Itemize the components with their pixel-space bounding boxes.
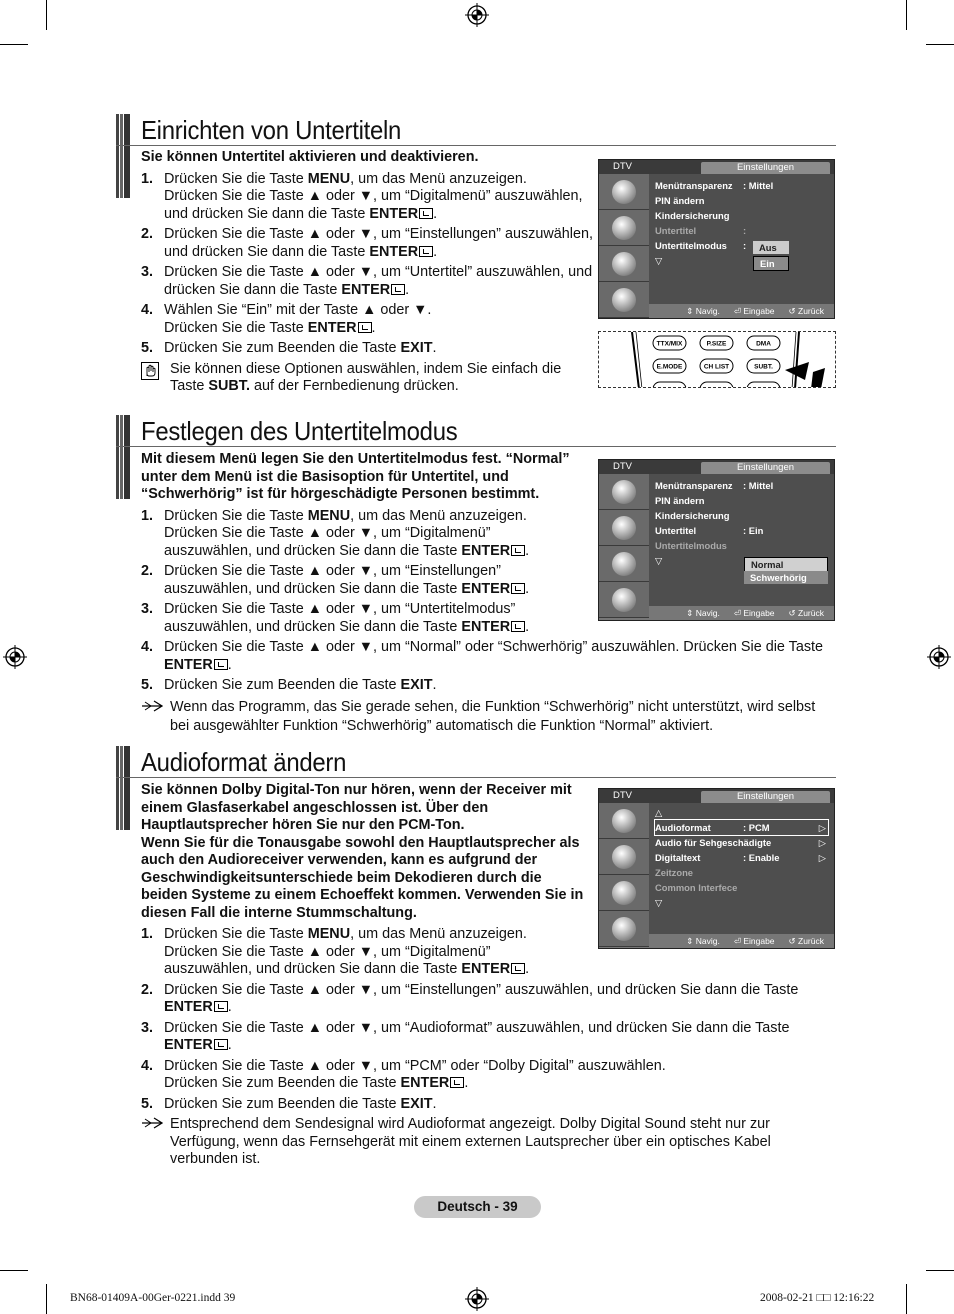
tv-menu-list xyxy=(649,474,834,606)
step-4 xyxy=(141,302,596,337)
tv-back-hint: ↺ Zurück xyxy=(788,306,824,316)
tv-menu-item[interactable]: Untertitel : xyxy=(655,225,747,236)
enter-icon xyxy=(419,208,433,219)
step-text: Drücken Sie die Taste ▲ oder ▼, um “Untertitelmodus” auszuwählen, und drücken Sie dann die Taste xyxy=(164,601,516,635)
section-title: Audioformat ändern xyxy=(141,747,347,777)
step-2 xyxy=(141,563,571,598)
tv-menu-item[interactable]: Untertitelmodus xyxy=(655,540,727,551)
tv-right-arrow-icon: ▷ xyxy=(818,822,826,833)
step-number: 3. xyxy=(141,264,154,280)
step-text: Drücken Sie die Taste xyxy=(164,319,308,336)
key-enter: ENTER xyxy=(369,243,419,260)
step-number: 3. xyxy=(141,601,154,617)
tv-option-aus[interactable]: Aus xyxy=(753,241,789,254)
step-2 xyxy=(141,226,596,261)
tv-option-ein[interactable]: Ein xyxy=(753,256,789,271)
step-number: 1. xyxy=(141,170,154,187)
enter-icon xyxy=(511,583,525,594)
section-header xyxy=(116,413,836,447)
step-text: Drücken Sie die Taste ▲ oder ▼, um “Audioformat” auszuwählen, und drücken Sie dann die Taste xyxy=(164,1019,790,1036)
key-exit: EXIT xyxy=(400,340,433,356)
step-1 xyxy=(141,171,596,224)
note xyxy=(141,1116,801,1169)
tv-menu-item[interactable]: Common Interfece xyxy=(655,882,738,893)
note xyxy=(141,361,596,396)
tv-menu-item[interactable]: Untertitel : Ein xyxy=(655,525,764,536)
tv-right-arrow-icon: ▷ xyxy=(818,837,826,848)
key-subt: SUBT. xyxy=(208,378,250,394)
note-text: Entsprechend dem Sendesignal wird Audioformat angezeigt. Dolby Digital Sound steht nur zur Verfügung, wenn das Fernsehgerät mit einem externen Lautsprecher über ein optisches Kabel verbunden ist. xyxy=(170,1116,771,1167)
key-enter: ENTER xyxy=(369,205,419,222)
tv-body xyxy=(599,803,834,934)
step-text: . xyxy=(525,961,530,977)
section-intro: Mit diesem Menü legen Sie den Untertitelmodus fest. “Normal” unter dem Menü ist die Basisoption für Untertitel, und “Schwerhörig” ist für hörgeschädigte Personen bestimmt. xyxy=(141,451,570,502)
enter-icon xyxy=(214,1039,228,1050)
key-enter: ENTER xyxy=(461,961,511,977)
crop-mark xyxy=(926,44,954,45)
step-number: 2. xyxy=(141,226,154,242)
tv-menu-untertitelmodus xyxy=(598,459,835,621)
enter-icon xyxy=(419,246,433,257)
key-enter: ENTER xyxy=(461,618,511,635)
step-text: Drücken Sie zum Beenden die Taste xyxy=(164,1095,401,1112)
step-text: . xyxy=(227,999,232,1015)
step-text: Drücken Sie die Taste ▲ oder ▼, um “Einstellungen” auszuwählen, und drücken Sie dann die Taste xyxy=(164,981,799,998)
step-text: , um das Menü anzuzeigen. xyxy=(350,507,527,524)
step-text: , um das Menü anzuzeigen. xyxy=(350,926,527,942)
tv-nav-hint: ⇕ Navig. xyxy=(686,608,720,618)
section-title: Festlegen des Untertitelmodus xyxy=(141,416,458,446)
arrow-note-icon xyxy=(141,1117,163,1135)
step-text: . xyxy=(464,1075,469,1091)
key-menu: MENU xyxy=(307,926,351,942)
channel-icon xyxy=(599,803,649,839)
step-text: Drücken Sie die Taste xyxy=(164,170,308,187)
tv-enter-hint: ⏎ Eingabe xyxy=(733,936,775,946)
input-icon xyxy=(599,911,649,947)
step-1 xyxy=(141,508,571,561)
step-text: Drücken Sie die Taste ▲ oder ▼, um “Digitalmenü” auszuwählen, und drücken Sie dann die Taste xyxy=(164,943,491,977)
picture-icon xyxy=(599,210,649,246)
crop-mark xyxy=(46,0,47,30)
settings-icon xyxy=(599,546,649,582)
tv-down-arrow-icon: ▽ xyxy=(655,555,663,566)
tv-nav-hint: ⇕ Navig. xyxy=(686,306,720,316)
step-text: Drücken Sie die Taste ▲ oder ▼, um “Einstellungen” auszuwählen, und drücken Sie dann die Taste xyxy=(164,563,501,597)
page-number-badge: Deutsch - 39 xyxy=(414,1196,541,1218)
channel-icon xyxy=(599,174,649,210)
enter-icon xyxy=(511,621,525,632)
registration-mark-icon xyxy=(3,645,27,669)
footer-filename: BN68-01409A-00Ger-0221.indd 39 xyxy=(70,1292,236,1304)
tv-option-normal[interactable]: Normal xyxy=(744,557,828,572)
section-title: Einrichten von Untertiteln xyxy=(141,115,402,145)
step-2 xyxy=(141,982,831,1017)
crop-mark xyxy=(46,1284,47,1314)
note-text: auf der Fernbedienung drücken. xyxy=(249,378,459,394)
step-3 xyxy=(141,264,596,299)
steps-list xyxy=(141,171,596,358)
tv-menu-item[interactable]: PIN ändern xyxy=(655,495,705,506)
tv-menu-list xyxy=(649,803,834,934)
remote-control-excerpt xyxy=(598,331,836,388)
tv-enter-hint: ⏎ Eingabe xyxy=(733,306,775,316)
tv-menu-audioformat xyxy=(598,788,835,949)
step-number: 5. xyxy=(141,677,154,693)
step-text: , um das Menü anzuzeigen. xyxy=(350,170,527,187)
step-text: Drücken Sie zum Beenden die Taste xyxy=(164,677,401,693)
tv-title: Einstellungen xyxy=(701,791,830,803)
input-icon xyxy=(599,582,649,618)
step-text: Drücken Sie die Taste ▲ oder ▼, um “Untertitel” auszuwählen, und drücken Sie dann die Taste xyxy=(164,264,593,298)
step-text: . xyxy=(433,205,438,222)
step-number: 5. xyxy=(141,1095,154,1112)
registration-mark-icon xyxy=(927,645,951,669)
tv-title: Einstellungen xyxy=(701,462,830,474)
section-header xyxy=(116,112,836,146)
tv-menu-item-audioformat[interactable]: Audioformat : PCM ▷ xyxy=(655,822,826,833)
tv-title: Einstellungen xyxy=(701,162,830,174)
tv-option-schwerhoerig[interactable]: Schwerhörig xyxy=(744,571,828,584)
step-text: Wählen Sie “Ein” mit der Taste ▲ oder ▼. xyxy=(164,302,432,318)
picture-icon xyxy=(599,839,649,875)
step-number: 2. xyxy=(141,981,154,998)
step-text: . xyxy=(525,580,530,597)
tv-body xyxy=(599,474,834,606)
section-intro: Sie können Untertitel aktivieren und deaktivieren. xyxy=(141,149,479,165)
tv-dtv-label: DTV xyxy=(613,161,632,172)
step-3 xyxy=(141,1020,831,1055)
tv-nav-hint: ⇕ Navig. xyxy=(686,936,720,946)
tv-menu-item[interactable]: Digitaltext : Enable ▷ xyxy=(655,852,826,863)
step-text: . xyxy=(405,281,410,298)
picture-icon xyxy=(599,510,649,546)
step-text: . xyxy=(371,319,376,336)
key-enter: ENTER xyxy=(341,281,391,298)
key-exit: EXIT xyxy=(400,1095,433,1112)
key-enter: ENTER xyxy=(461,542,511,559)
step-text: Drücken Sie die Taste xyxy=(164,507,308,524)
key-enter: ENTER xyxy=(164,999,213,1015)
step-number: 4. xyxy=(141,302,154,318)
tv-icon-column xyxy=(599,803,649,934)
step-text: Drücken Sie die Taste ▲ oder ▼, um “Normal” oder “Schwerhörig” auszuwählen. Drücken Sie die Taste xyxy=(164,639,824,655)
crop-mark xyxy=(926,1270,954,1271)
tv-header xyxy=(599,789,834,803)
note xyxy=(141,698,831,736)
tv-header xyxy=(599,160,834,174)
step-5 xyxy=(141,340,596,358)
tv-icon-column xyxy=(599,174,649,304)
tv-right-arrow-icon: ▷ xyxy=(818,852,826,863)
step-number: 4. xyxy=(141,1057,154,1074)
registration-mark-icon xyxy=(465,3,489,27)
crop-mark xyxy=(0,44,28,45)
step-5 xyxy=(141,1096,831,1114)
step-text: Drücken Sie die Taste ▲ oder ▼, um “Digitalmenü” auszuwählen, und drücken Sie dann die Taste xyxy=(164,188,583,222)
step-3 xyxy=(141,601,571,636)
step-text: Drücken Sie die Taste ▲ oder ▼, um “Digitalmenü” auszuwählen, und drücken Sie dann die Taste xyxy=(164,525,491,559)
enter-icon xyxy=(511,963,525,974)
step-text: . xyxy=(525,618,530,635)
tv-back-hint: ↺ Zurück xyxy=(788,936,824,946)
key-exit: EXIT xyxy=(400,677,433,693)
tv-menu-item[interactable]: PIN ändern xyxy=(655,195,705,206)
footer-date: 2008-02-21 □□ 12:16:22 xyxy=(760,1292,875,1304)
enter-icon xyxy=(511,545,525,556)
step-text: . xyxy=(432,1095,437,1112)
tv-menu-item[interactable]: Kindersicherung xyxy=(655,210,730,221)
crop-mark xyxy=(906,1284,907,1314)
step-number: 1. xyxy=(141,507,154,524)
tv-menu-item[interactable]: Zeitzone xyxy=(655,867,694,878)
key-enter: ENTER xyxy=(307,319,357,336)
step-4 xyxy=(141,639,831,674)
step-number: 3. xyxy=(141,1019,154,1036)
remote-label: P.SIZE xyxy=(706,340,727,348)
section-intro: Sie können Dolby Digital-Ton nur hören, wenn der Receiver mit einem Glasfaserkabel angeschlossen ist. Über den Hauptlautsprecher hören Sie nur den PCM-Ton. xyxy=(141,782,572,833)
step-4 xyxy=(141,1058,831,1093)
tv-icon-column xyxy=(599,474,649,606)
enter-icon xyxy=(358,322,372,333)
step-text: . xyxy=(227,656,232,673)
key-enter: ENTER xyxy=(400,1075,450,1091)
step-text: Drücken Sie die Taste xyxy=(164,926,308,942)
tv-back-hint: ↺ Zurück xyxy=(788,608,824,618)
hand-note-icon xyxy=(141,362,159,386)
settings-icon xyxy=(599,875,649,911)
tv-up-arrow-icon: △ xyxy=(655,807,663,818)
tv-body xyxy=(599,174,834,304)
enter-icon xyxy=(214,1001,228,1012)
remote-label: TTX/MIX xyxy=(656,340,683,348)
remote-label: E.MODE xyxy=(656,363,683,371)
settings-icon xyxy=(599,246,649,282)
step-text: Drücken Sie zum Beenden die Taste xyxy=(164,340,401,356)
key-enter: ENTER xyxy=(461,580,511,597)
tv-menu-item[interactable]: Audio für Sehgeschädigte ▷ xyxy=(655,837,826,848)
tv-enter-hint: ⏎ Eingabe xyxy=(733,608,775,618)
channel-icon xyxy=(599,474,649,510)
section-intro-2: Wenn Sie für die Tonausgabe sowohl den Hauptlautsprecher als auch den Audioreceiver verwenden, kann es aufgrund der Geschwindigkeitsunterschiede beim Dekodieren durch die beiden Systeme zu einem Echoeffekt kommen. Verwenden Sie in diesen Fall die interne Stummschaltung. xyxy=(141,834,584,921)
tv-menu-item[interactable]: Kindersicherung xyxy=(655,510,730,521)
section-header xyxy=(116,744,836,778)
tv-dtv-label: DTV xyxy=(613,790,632,801)
step-text: Drücken Sie die Taste ▲ oder ▼, um “PCM” oder “Dolby Digital” auszuwählen. xyxy=(164,1057,666,1074)
steps-list xyxy=(141,926,831,1113)
note-text: Sie können diese Optionen auswählen, indem Sie einfach die Taste xyxy=(170,360,562,394)
note-text: Wenn das Programm, das Sie gerade sehen, die Funktion “Schwerhörig” nicht unterstützt, wird selbst bei ausgewählter Funktion “Schwerhörig” automatisch die Funktion “Normal” aktiviert. xyxy=(170,698,816,734)
crop-mark xyxy=(0,1270,28,1271)
step-text: . xyxy=(432,677,437,693)
step-text: . xyxy=(525,542,530,559)
tv-header xyxy=(599,460,834,474)
input-icon xyxy=(599,282,649,318)
crop-mark xyxy=(906,0,907,30)
step-text: Drücken Sie zum Beenden die Taste xyxy=(164,1075,401,1091)
step-number: 2. xyxy=(141,563,154,579)
tv-down-arrow-icon: ▽ xyxy=(655,897,663,908)
tv-down-arrow-icon: ▽ xyxy=(655,255,663,266)
step-text: . xyxy=(432,340,437,356)
registration-mark-icon xyxy=(465,1287,489,1311)
section-text xyxy=(141,149,596,396)
step-5 xyxy=(141,677,831,695)
tv-menu-untertitel xyxy=(598,159,835,319)
arrow-note-icon xyxy=(141,699,163,718)
key-menu: MENU xyxy=(307,170,351,187)
enter-icon xyxy=(391,284,405,295)
step-number: 5. xyxy=(141,340,154,356)
key-enter: ENTER xyxy=(164,1037,213,1053)
step-text: . xyxy=(433,243,438,260)
step-1 xyxy=(141,926,571,979)
step-number: 1. xyxy=(141,926,154,942)
tv-menu-list xyxy=(649,174,834,304)
enter-icon xyxy=(450,1077,464,1088)
tv-dtv-label: DTV xyxy=(613,461,632,472)
key-enter: ENTER xyxy=(164,656,213,673)
remote-label: DMA xyxy=(756,340,771,348)
tv-menu-item[interactable]: Menütransparenz : Mittel xyxy=(655,180,774,191)
tv-menu-item[interactable]: Menütransparenz : Mittel xyxy=(655,480,774,491)
step-number: 4. xyxy=(141,639,154,655)
step-text: Drücken Sie die Taste ▲ oder ▼, um “Einstellungen” auszuwählen, und drücken Sie dann die Taste xyxy=(164,226,593,260)
key-menu: MENU xyxy=(307,507,351,524)
tv-menu-item[interactable]: Untertitelmodus : xyxy=(655,240,747,251)
remote-label: SUBT. xyxy=(754,363,773,371)
remote-label: CH LIST xyxy=(703,363,730,371)
step-text: . xyxy=(227,1037,232,1053)
enter-icon xyxy=(214,659,228,670)
